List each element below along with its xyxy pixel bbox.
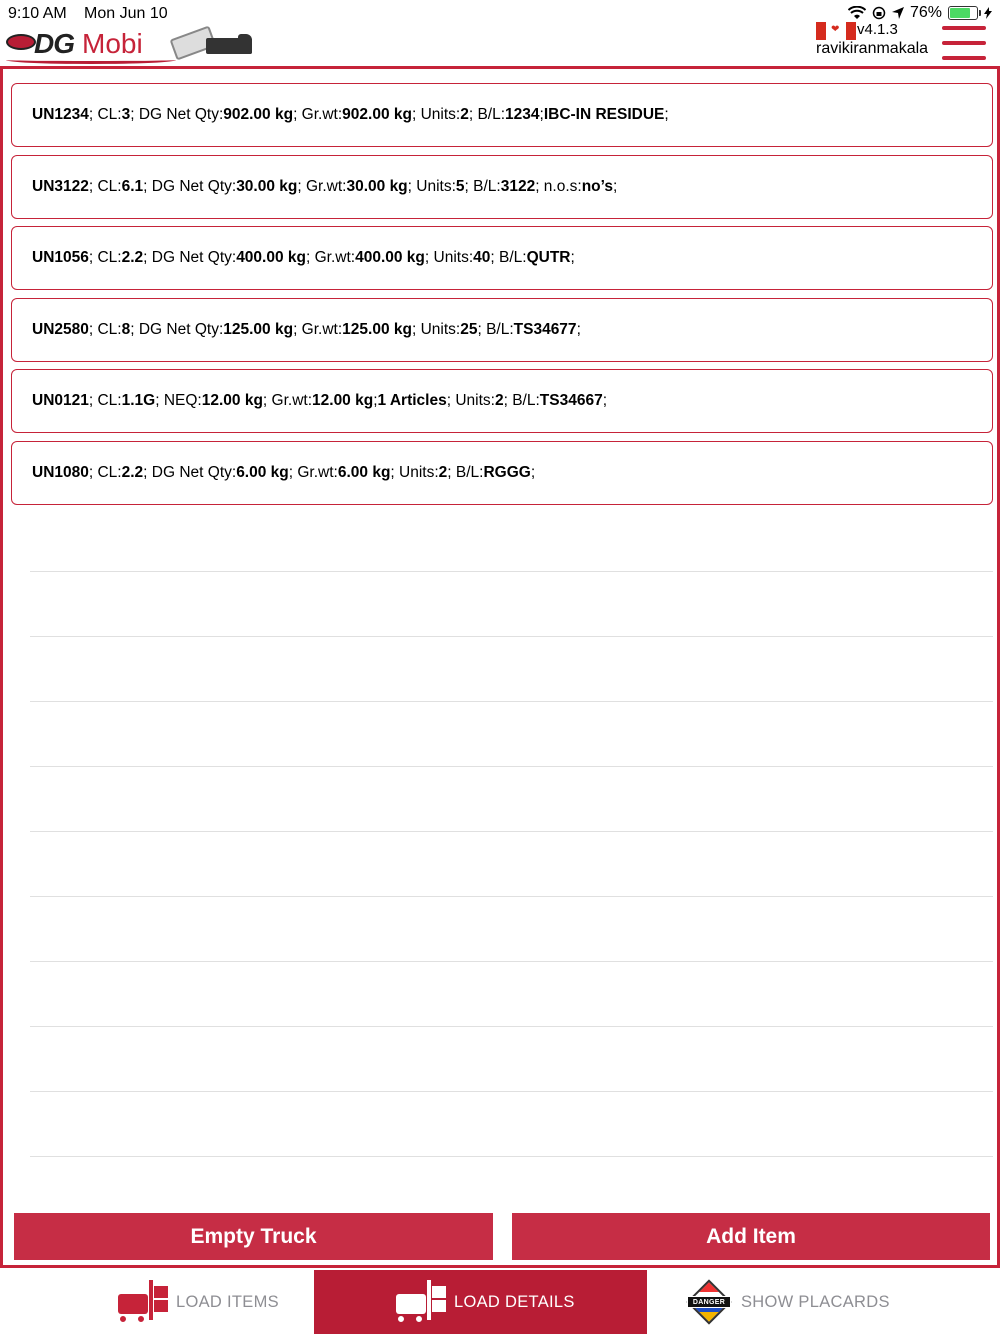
danger-badge-icon xyxy=(6,34,36,50)
status-time: 9:10 AM xyxy=(8,5,67,22)
empty-rows xyxy=(30,507,993,1157)
username: ravikiranmakala xyxy=(816,40,929,57)
location-arrow-icon xyxy=(892,7,904,19)
load-item-value: 2 xyxy=(438,463,448,481)
load-item-value: UN1080 xyxy=(32,463,89,481)
load-item-label: ; Units: xyxy=(411,320,461,338)
tab-show-placards[interactable] xyxy=(647,1270,1000,1334)
load-item-label: ; B/L: xyxy=(468,106,506,123)
load-item-label: ; NEQ: xyxy=(155,392,202,410)
menu-line xyxy=(942,26,986,30)
load-item-value: 1.1G xyxy=(121,392,156,410)
load-item-value: 2.2 xyxy=(121,249,144,267)
load-item-value: UN3122 xyxy=(32,177,89,195)
logo-dg-text: DG xyxy=(34,28,74,59)
load-item-value: 125.00 kg xyxy=(223,320,294,338)
load-item-value: 6.00 kg xyxy=(236,463,289,481)
load-item-value: 2 xyxy=(494,392,504,410)
add-item-button[interactable]: Add Item xyxy=(512,1213,990,1260)
load-item-value: 400.00 kg xyxy=(355,249,425,267)
load-item-value: QUTR xyxy=(526,249,571,267)
load-item-label: ; DG Net Qty: xyxy=(143,249,237,267)
load-item-label: ; CL: xyxy=(88,177,122,195)
empty-row xyxy=(30,572,993,637)
charging-bolt-icon xyxy=(984,7,992,19)
load-item-label: ; DG Net Qty: xyxy=(143,177,237,195)
load-item-row[interactable] xyxy=(11,298,993,362)
load-item-value: TS34677 xyxy=(513,320,577,338)
load-item-value: 30.00 kg xyxy=(346,177,408,195)
load-item-value: RGGG xyxy=(483,463,531,481)
load-item-label: ; Units: xyxy=(407,177,456,195)
load-item-label: ; Units: xyxy=(390,463,439,481)
load-item-label: ; xyxy=(602,392,608,410)
load-item-value: UN2580 xyxy=(32,320,89,338)
load-item-label: ; n.o.s: xyxy=(535,177,582,195)
load-item-value: 3 xyxy=(121,106,131,123)
empty-row xyxy=(30,767,993,832)
danger-placard-icon xyxy=(687,1280,731,1324)
tab-label: SHOW PLACARDS xyxy=(741,1292,890,1311)
load-details-panel xyxy=(0,66,1000,1268)
empty-row xyxy=(30,702,993,767)
load-item-label: ; Gr.wt: xyxy=(288,463,338,481)
tab-label: LOAD ITEMS xyxy=(176,1292,279,1311)
load-item-label: ; xyxy=(539,106,544,123)
load-item-label: ; Units: xyxy=(411,106,461,123)
load-item-label: ; B/L: xyxy=(464,177,501,195)
menu-line xyxy=(942,56,986,60)
load-item-value: 3122 xyxy=(500,177,536,195)
status-indicators xyxy=(848,4,992,22)
load-item-row[interactable] xyxy=(11,369,993,433)
load-item-label: ; xyxy=(613,177,618,195)
load-item-label: ; Units: xyxy=(446,392,495,410)
empty-truck-button[interactable]: Empty Truck xyxy=(14,1213,493,1260)
load-item-value: 1234 xyxy=(505,106,540,123)
load-item-label: ; B/L: xyxy=(490,249,527,267)
load-item-label: ; B/L: xyxy=(503,392,540,410)
app-version: v4.1.3 xyxy=(857,21,898,38)
dgmobi-logo xyxy=(6,26,256,66)
logo-mobi-text: Mobi xyxy=(82,28,143,59)
load-item-label: ; xyxy=(373,392,378,410)
load-item-value: UN0121 xyxy=(32,392,89,410)
empty-row xyxy=(30,1092,993,1157)
tab-load-details[interactable] xyxy=(314,1270,647,1334)
load-item-value: 40 xyxy=(473,249,491,267)
menu-line xyxy=(942,41,986,45)
load-item-label: ; CL: xyxy=(88,320,122,338)
empty-row xyxy=(30,1027,993,1092)
load-item-label: ; CL: xyxy=(88,249,122,267)
load-item-label: ; DG Net Qty: xyxy=(130,106,224,123)
load-item-value: 25 xyxy=(460,320,478,338)
empty-row xyxy=(30,962,993,1027)
load-item-row[interactable] xyxy=(11,226,993,290)
load-item-label: ; Gr.wt: xyxy=(293,320,343,338)
forklift-icon xyxy=(394,1280,446,1324)
load-item-value: 400.00 kg xyxy=(236,249,306,267)
load-item-value: UN1056 xyxy=(32,249,89,267)
orientation-lock-icon xyxy=(872,6,886,20)
load-item-value: UN1234 xyxy=(32,106,89,123)
bottom-tab-bar xyxy=(0,1270,1000,1334)
load-item-value: 6.00 kg xyxy=(337,463,391,481)
load-item-value: 1 Articles xyxy=(377,392,447,410)
battery-percent: 76% xyxy=(909,4,942,21)
load-item-label: ; CL: xyxy=(88,463,122,481)
load-item-value: 902.00 kg xyxy=(342,106,412,123)
load-item-value: 2 xyxy=(460,106,469,123)
load-item-value: 125.00 kg xyxy=(342,320,412,338)
empty-row xyxy=(30,832,993,897)
hamburger-menu-button[interactable] xyxy=(940,24,988,62)
load-item-value: IBC-IN RESIDUE xyxy=(543,106,665,123)
load-item-value: no’s xyxy=(581,177,614,195)
wifi-icon xyxy=(848,6,866,20)
load-item-label: ; B/L: xyxy=(477,320,514,338)
load-item-label: ; DG Net Qty: xyxy=(143,463,237,481)
truck-icon xyxy=(206,38,252,54)
load-item-label: ; xyxy=(576,320,581,338)
load-item-value: 6.1 xyxy=(121,177,144,195)
tab-load-items[interactable] xyxy=(0,1270,314,1334)
empty-row xyxy=(30,897,993,962)
load-item-value: 8 xyxy=(121,320,131,338)
empty-row xyxy=(30,507,993,572)
load-item-row[interactable] xyxy=(11,441,993,505)
load-item-value: 902.00 kg xyxy=(223,106,294,123)
load-item-value: 12.00 kg xyxy=(201,392,263,410)
load-item-label: ; xyxy=(664,106,669,123)
placard-badge-label: DANGER xyxy=(687,1296,731,1308)
load-item-label: ; Gr.wt: xyxy=(293,106,343,123)
status-date: Mon Jun 10 xyxy=(84,5,168,22)
load-item-value: 5 xyxy=(455,177,465,195)
load-item-label: ; Gr.wt: xyxy=(297,177,347,195)
tab-label: LOAD DETAILS xyxy=(454,1292,575,1311)
logo-swoosh xyxy=(6,56,176,64)
forklift-icon xyxy=(116,1280,168,1324)
load-item-label: ; CL: xyxy=(88,106,122,123)
load-item-value: 12.00 kg xyxy=(312,392,374,410)
load-item-label: ; Gr.wt: xyxy=(306,249,356,267)
load-item-label: ; xyxy=(530,463,536,481)
load-item-label: ; xyxy=(570,249,575,267)
load-item-label: ; B/L: xyxy=(447,463,484,481)
load-item-list xyxy=(11,83,993,513)
battery-level xyxy=(950,8,970,18)
load-item-label: ; CL: xyxy=(88,392,122,410)
load-item-label: ; DG Net Qty: xyxy=(130,320,224,338)
battery-icon xyxy=(948,6,978,20)
canada-flag-icon xyxy=(816,22,856,40)
load-item-label: ; Units: xyxy=(424,249,474,267)
empty-row xyxy=(30,637,993,702)
load-item-value: TS34667 xyxy=(539,392,603,410)
load-item-value: 2.2 xyxy=(121,463,144,481)
load-item-value: 30.00 kg xyxy=(236,177,298,195)
load-item-row[interactable] xyxy=(11,155,993,219)
load-item-row[interactable] xyxy=(11,83,993,147)
load-item-label: ; Gr.wt: xyxy=(262,392,313,410)
